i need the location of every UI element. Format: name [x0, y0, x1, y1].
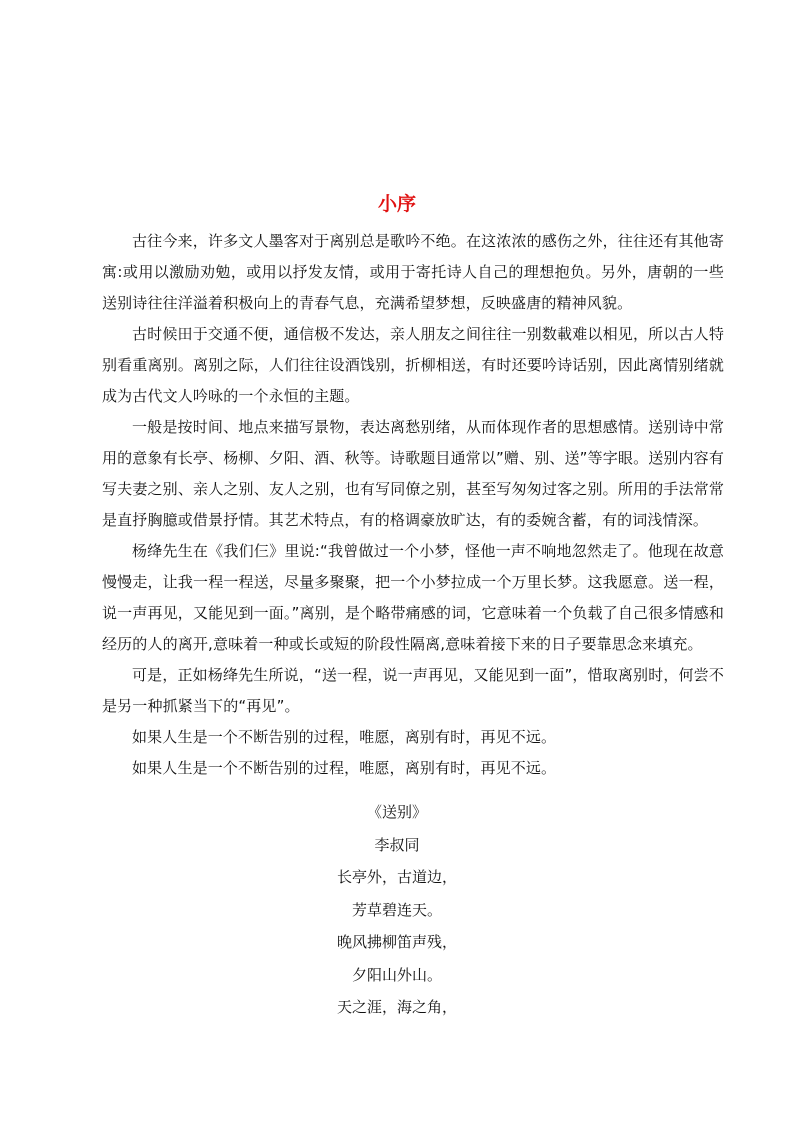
poem-line: 天之涯，海之角，	[336, 998, 457, 1016]
document-title: 小序	[377, 193, 416, 215]
poem-line: 晚风拂柳笛声残，	[336, 933, 457, 951]
paragraph: 可是，正如杨绛先生所说，“送一程，说一声再见，又能见到一面”，惜取离别时，何尝不是另一种抓紧当下的“再见”。	[102, 666, 724, 715]
poem-line: 长亭外，古道边，	[336, 868, 457, 886]
paragraph: 古往今来，许多文人墨客对于离别总是歌吟不绝。在这浓浓的感伤之外，往往还有其他寄寓:或用以激励劝勉，或用以抒发友情，或用于寄托诗人自己的理想抱负。另外，唐朝的一些送别诗往往洋溢着积极向上的青春气息，充满希望梦想，反映盛唐的精神风貌。	[102, 232, 724, 312]
paragraph: 如果人生是一个不断告别的过程，唯愿，离别有时，再见不远。	[132, 759, 557, 777]
poem	[0, 796, 794, 1024]
paragraph: 古时候田于交通不便，通信极不发达，亲人朋友之间往往一别数載难以相见，所以古人特别看重离别。离别之际，人们往往设酒饯别，折柳相送，有时还要吟诗话别，因此离情别绪就成为古代文人吟咏的一个永恒的主题。	[102, 325, 724, 405]
paragraph: 杨绛先生在《我们仨》里说:“我曾做过一个小梦，怪他一声不响地忽然走了。他现在故意慢慢走，让我一程一程送，尽量多聚聚，把一个小梦拉成一个万里长梦。这我愿意。送一程，说一声再见，又能见到一面。”离别，是个略带痛感的词，它意味着一个负载了自己很多情感和经历的人的离开,意味着一种或长或短的阶段性隔离,意味着接下来的日子要靠思念来填充。	[102, 542, 724, 653]
paragraph: 一般是按时间、地点来描写景物，表达离愁别绪，从而体现作者的思想感情。送别诗中常用的意象有长亭、杨柳、夕阳、酒、秋等。诗歌题目通常以”赠、别、送”等字眼。送别内容有写夫妻之别、亲人之别、友人之别，也有写同僚之别，甚至写匆匆过客之别。所用的手法常常是直抒胸臆或借景抒情。其艺术特点，有的格调豪放旷达，有的委婉含蓄，有的词浅情深。	[102, 418, 724, 529]
poem-line: 芳草碧连天。	[351, 900, 442, 919]
poem-title: 《送别》	[366, 803, 427, 821]
poem-author: 李叔同	[374, 835, 420, 854]
body-text	[102, 226, 724, 784]
poem-line: 夕阳山外山。	[351, 965, 442, 984]
paragraph: 如果人生是一个不断告别的过程，唯愿，离别有时，再见不远。	[132, 728, 557, 746]
